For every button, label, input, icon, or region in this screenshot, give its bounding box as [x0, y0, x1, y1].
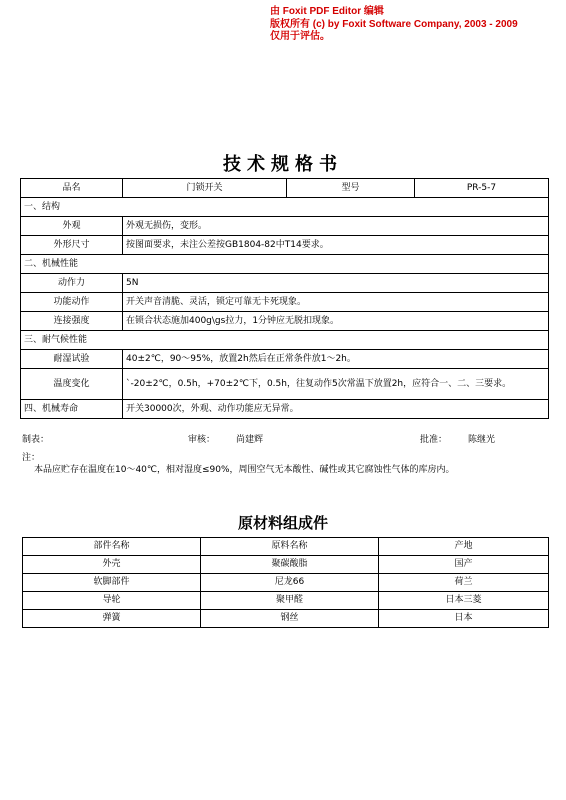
section-weather — [21, 331, 549, 350]
materials-header-row — [23, 538, 549, 556]
section-life — [21, 400, 549, 419]
table-row — [23, 592, 549, 610]
spec-row-label: 功能动作 — [21, 293, 123, 312]
product-name-label: 品名 — [21, 179, 123, 198]
spec-header-row — [21, 179, 549, 198]
spec-row-label: 动作力 — [21, 274, 123, 293]
reviewer-label: 审核： — [188, 435, 216, 445]
spec-row — [21, 350, 549, 369]
spec-row-label: 温度变化 — [21, 369, 123, 400]
spec-row-label: 外形尺寸 — [21, 236, 123, 255]
model-value: PR-5-7 — [415, 179, 549, 198]
spec-row-value: 按图面要求，未注公差按GB1804-82中T14要求。 — [123, 236, 549, 255]
section-mechanical — [21, 255, 549, 274]
origin: 国产 — [379, 556, 549, 574]
spec-row-value: 外观无损伤，变形。 — [123, 217, 549, 236]
origin: 荷兰 — [379, 574, 549, 592]
table-row — [23, 556, 549, 574]
material-name: 聚甲醛 — [201, 592, 379, 610]
product-name-value: 门锁开关 — [123, 179, 287, 198]
spec-row — [21, 217, 549, 236]
part-name: 导轮 — [23, 592, 201, 610]
note-label: 注： — [22, 453, 41, 463]
spec-row — [21, 236, 549, 255]
materials-table — [22, 537, 549, 628]
column-header: 部件名称 — [23, 538, 201, 556]
part-name: 外壳 — [23, 556, 201, 574]
spec-table — [20, 178, 549, 419]
part-name: 弹簧 — [23, 610, 201, 628]
approver-label: 批准： — [420, 435, 448, 445]
table-row — [23, 610, 549, 628]
note-text: 本品应贮存在温度在10～40℃，相对湿度≤90%，周围空气无本酸性、碱性或其它腐蚀性气体的库房内。 — [34, 465, 455, 475]
spec-row-value: 开关30000次，外观、动作功能应无异常。 — [123, 400, 549, 419]
watermark-line-2: 版权所有 (c) by Foxit Software Company, 2003 - 2009 — [270, 18, 518, 30]
spec-row-label: 耐湿试验 — [21, 350, 123, 369]
reviewer-name: 尚建辉 — [236, 435, 264, 445]
material-name: 尼龙66 — [201, 574, 379, 592]
model-label: 型号 — [287, 179, 415, 198]
spec-title: 技术规格书 — [223, 154, 343, 175]
spec-row — [21, 293, 549, 312]
spec-row — [21, 274, 549, 293]
spec-row-label: 连接强度 — [21, 312, 123, 331]
part-name: 软脚部件 — [23, 574, 201, 592]
spec-row-label: 外观 — [21, 217, 123, 236]
section-structure — [21, 198, 549, 217]
spec-row-value: `-20±2℃，0.5h，+70±2℃下，0.5h，往复动作5次常温下放置2h，应符合一、二、三要求。 — [123, 369, 549, 400]
column-header: 原料名称 — [201, 538, 379, 556]
spec-row — [21, 312, 549, 331]
signature-line — [20, 430, 548, 446]
approver-name: 陈继光 — [468, 435, 496, 445]
spec-row — [21, 369, 549, 400]
column-header: 产地 — [379, 538, 549, 556]
section-title: 四、机械寿命 — [21, 400, 123, 419]
watermark-line-3: 仅用于评估。 — [270, 31, 330, 42]
spec-row-value: 40±2℃，90～95%，放置2h然后在正常条件放1～2h。 — [123, 350, 549, 369]
made-by-label: 制表： — [22, 435, 50, 445]
section-title: 三、耐气候性能 — [21, 331, 549, 350]
materials-title: 原材料组成件 — [237, 514, 328, 532]
origin: 日本三菱 — [379, 592, 549, 610]
material-name: 聚碳酸脂 — [201, 556, 379, 574]
spec-row-value: 开关声音清脆、灵活，锁定可靠无卡死现象。 — [123, 293, 549, 312]
watermark-line-1: 由 Foxit PDF Editor 编辑 — [270, 6, 384, 17]
section-title: 一、结构 — [21, 198, 549, 217]
spec-row-value: 5N — [123, 274, 549, 293]
foxit-watermark — [270, 6, 562, 44]
table-row — [23, 574, 549, 592]
origin: 日本 — [379, 610, 549, 628]
section-title: 二、机械性能 — [21, 255, 549, 274]
material-name: 钢丝 — [201, 610, 379, 628]
spec-row-value: 在锁合状态施加400g\gs拉力，1分钟应无脱扣现象。 — [123, 312, 549, 331]
